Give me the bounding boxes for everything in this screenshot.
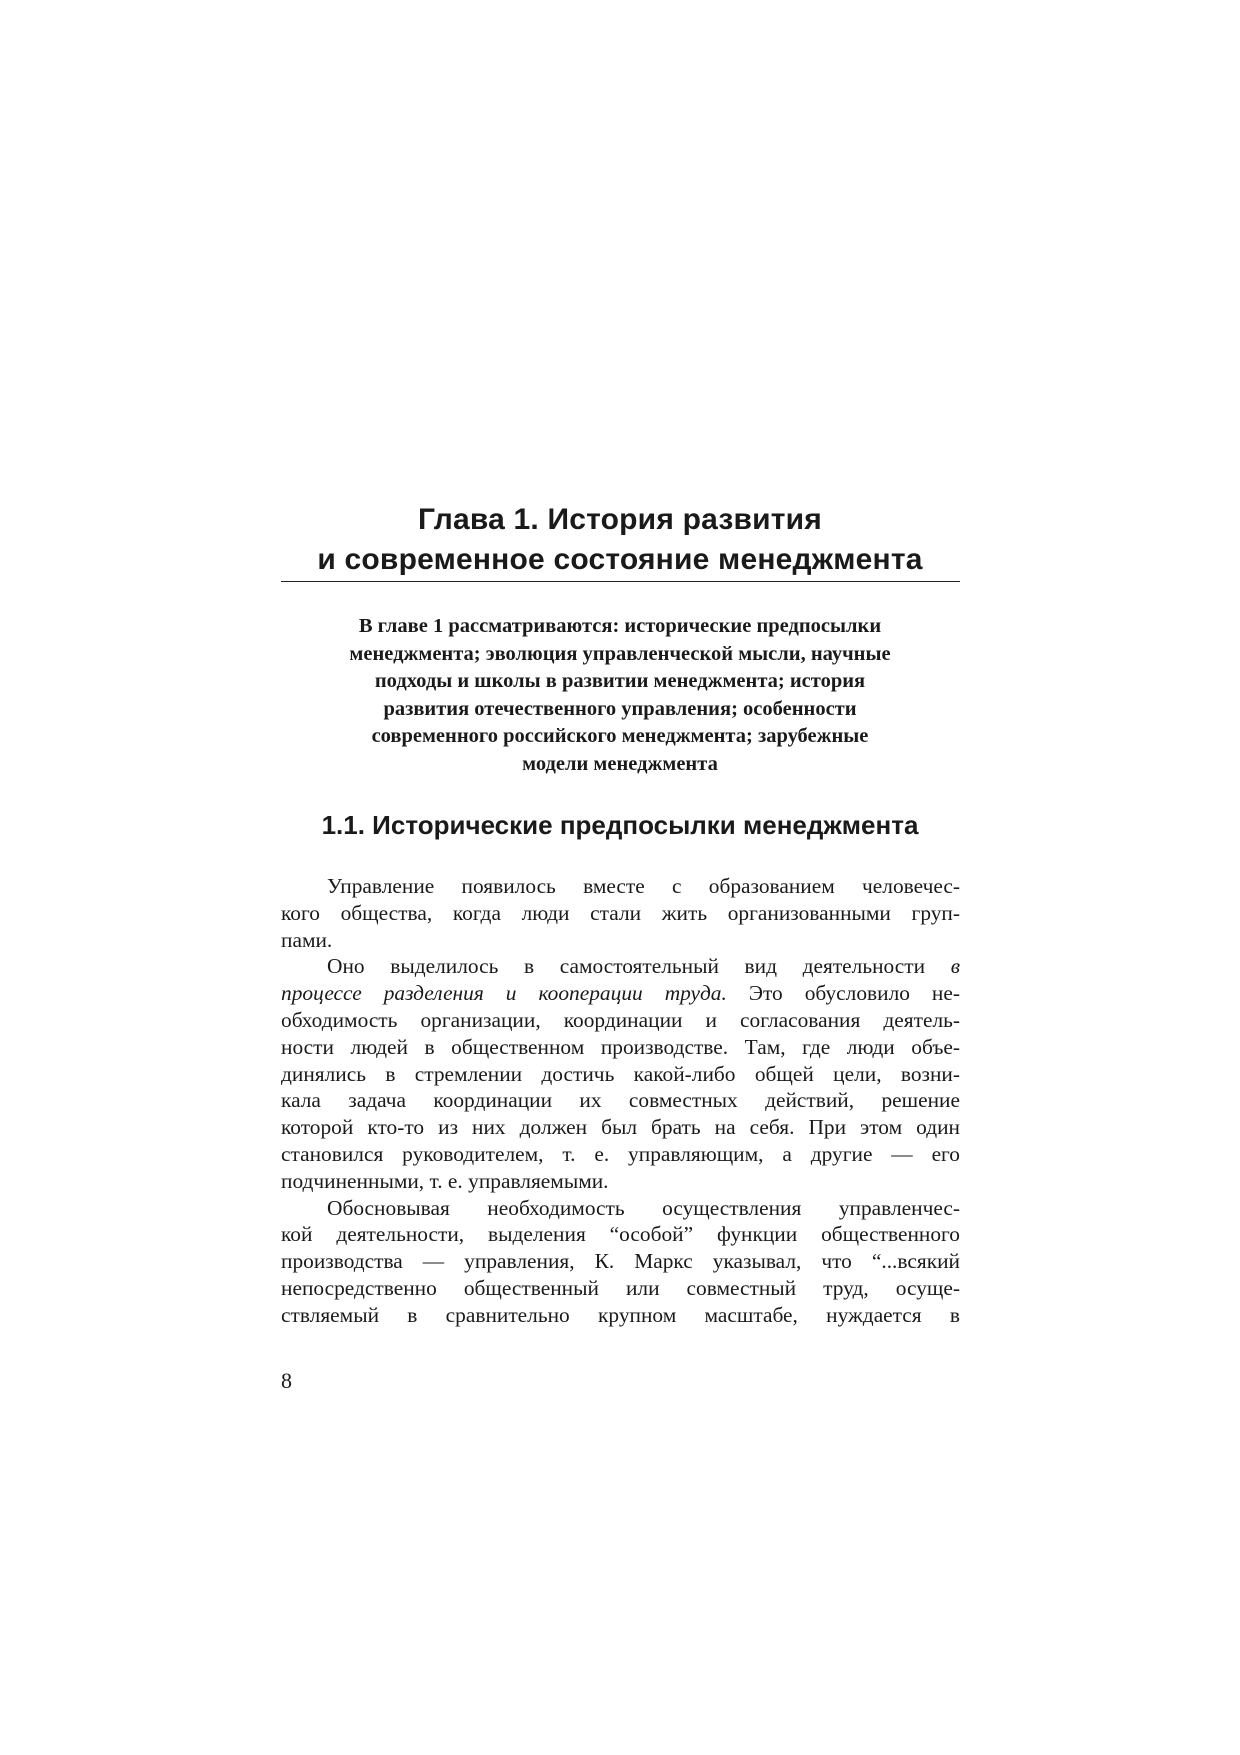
paragraph-line: непосредственно общественный или совместный труд, осуще-	[281, 1275, 960, 1300]
paragraph-line: подчиненными, т. е. управляемыми.	[281, 1168, 609, 1193]
body-text	[281, 873, 960, 1329]
chapter-summary	[290, 613, 950, 779]
paragraph-line	[281, 953, 960, 980]
paragraph-line: обходимость организации, координации и согласования деятель-	[281, 1007, 960, 1032]
summary-line: подходы и школы в развитии менеджмента; история	[374, 670, 866, 693]
summary-line: В главе 1 рассматриваются: исторические предпосылки	[358, 615, 882, 637]
paragraph-line: кой деятельности, выделения “особой” функции общественного	[281, 1222, 960, 1247]
paragraph-line: становился руководителем, т. е. управляющим, а другие — его	[281, 1141, 960, 1166]
paragraph-text: Оно выделилось в самостоятельный вид деятельности	[327, 954, 951, 979]
chapter-title-line-1: Глава 1. История развития	[418, 503, 822, 536]
chapter-title-line-2: и современное состояние менеджмента	[317, 543, 923, 576]
paragraph-line: динялись в стремлении достичь какой-либо общей цели, возни-	[281, 1061, 960, 1086]
paragraph-line: Управление появилось вместе с образованием человечес-	[327, 874, 960, 898]
paragraph-line: ствляемый в сравнительно крупном масштабе, нуждается в	[281, 1302, 960, 1327]
paragraph-line: кого общества, когда люди стали жить организованными груп-	[281, 900, 960, 925]
paragraph-line: Обосновывая необходимость осуществления управленчес-	[327, 1195, 960, 1220]
page-number: 8	[281, 1368, 292, 1393]
paragraph-italic-text: процессе разделения и кооперации труда.	[281, 981, 727, 1006]
paragraph-line: производства — управления, К. Маркс указывал, что “...всякий	[281, 1249, 960, 1274]
section-title: 1.1. Исторические предпосылки менеджмента	[321, 810, 919, 840]
paragraph-line: которой кто-то из них должен был брать на себя. При этом один	[281, 1115, 960, 1140]
paragraph-italic-text: в	[950, 954, 960, 979]
paragraph-line: пами.	[281, 927, 333, 952]
chapter-title	[280, 500, 960, 580]
summary-line: современного российского менеджмента; зарубежные	[371, 725, 869, 748]
paragraph-line: ности людей в общественном производстве. Там, где люди объе-	[281, 1034, 960, 1059]
paragraph-line	[281, 980, 960, 1007]
summary-line: модели менеджмента	[522, 752, 718, 775]
chapter-title-rule	[281, 581, 960, 582]
summary-line: менеджмента; эволюция управленческой мысли, научные	[349, 642, 891, 665]
summary-line: развития отечественного управления; особенности	[383, 697, 857, 720]
paragraph-line: кала задача координации их совместных действий, решение	[281, 1088, 960, 1113]
paragraph-text: Это обусловило не-	[726, 981, 960, 1006]
